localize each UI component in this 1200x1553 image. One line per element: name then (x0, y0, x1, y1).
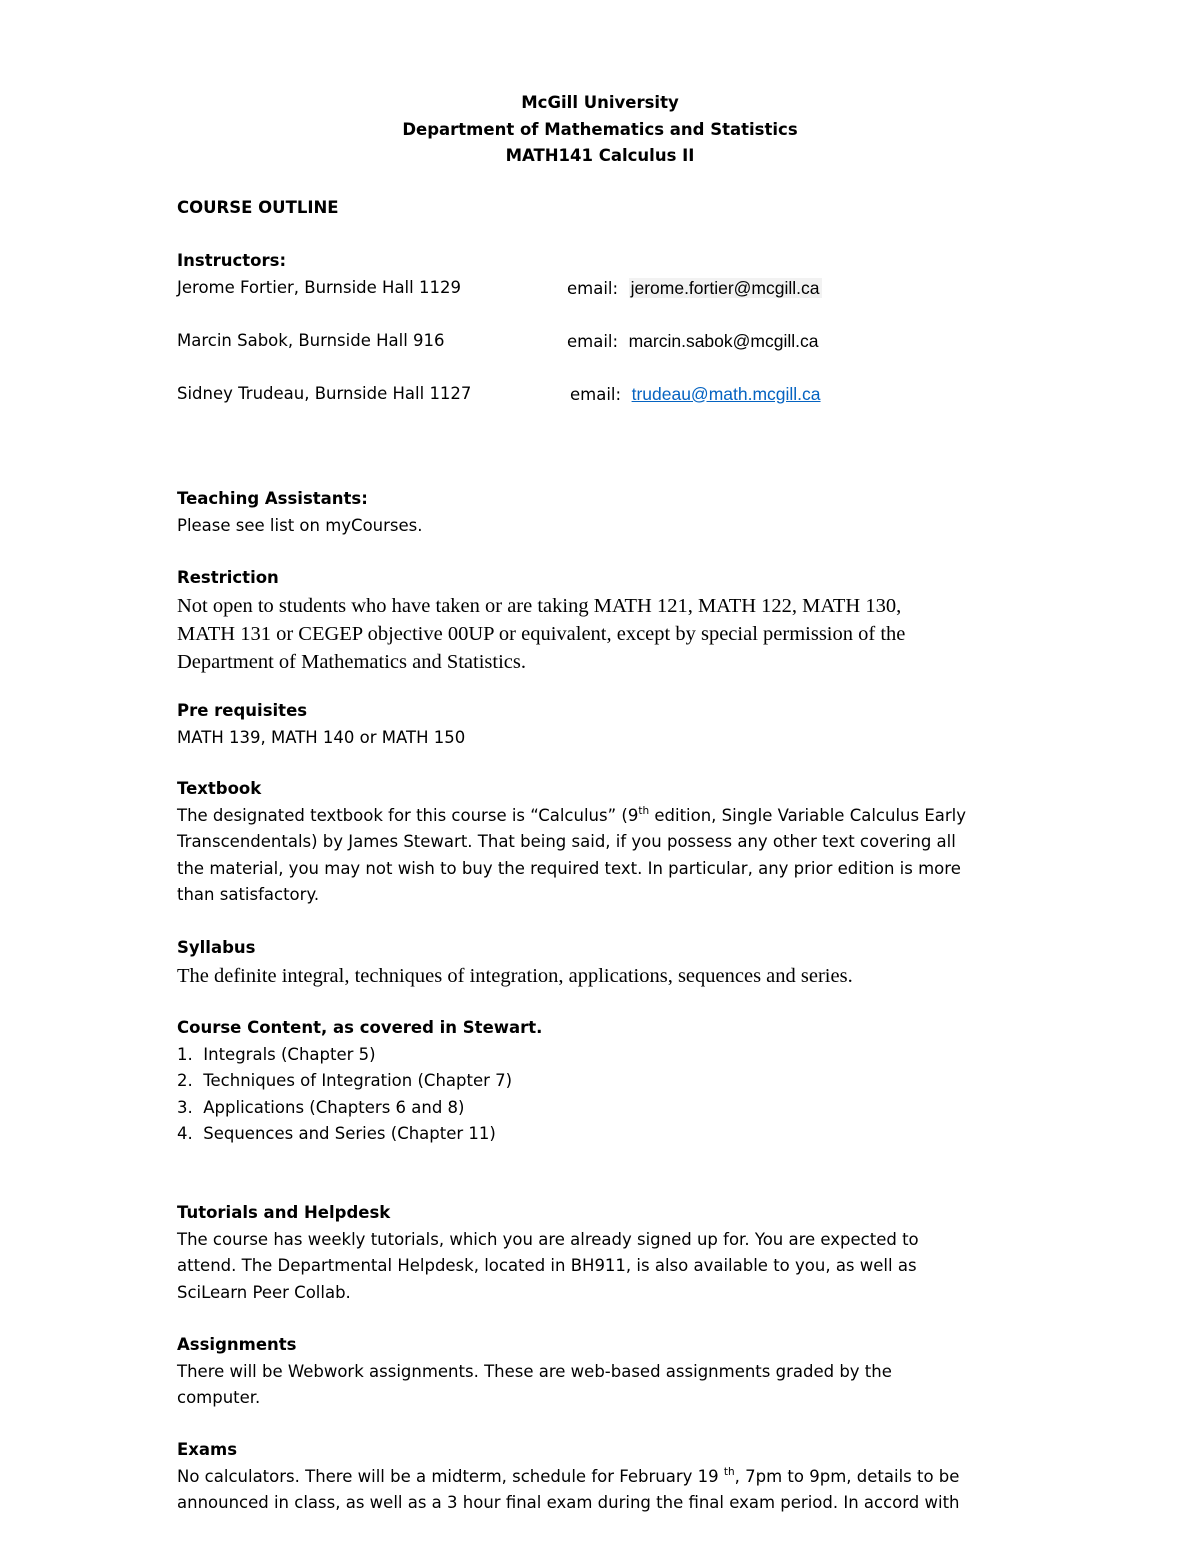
tutorials-heading: Tutorials and Helpdesk (177, 1203, 391, 1222)
textbook-line: the material, you may not wish to buy the required text. In particular, any prior edition is more (177, 858, 961, 878)
tutorials-line: attend. The Departmental Helpdesk, located in BH911, is also available to you, as well as (177, 1256, 917, 1275)
instructor-email (567, 328, 818, 356)
instructors-section (177, 248, 1037, 407)
ta-heading: Teaching Assistants: (177, 489, 368, 508)
tutorials-section (177, 1200, 1037, 1306)
syllabus-text: The definite integral, techniques of integration, applications, sequences and series. (177, 964, 853, 987)
email-label: email: (567, 278, 619, 298)
course-content-list (177, 1042, 1037, 1148)
list-number: 1. (177, 1044, 193, 1064)
ta-section (177, 486, 1037, 539)
textbook-line: Transcendentals) by James Stewart. That being said, if you possess any other text covering all (177, 832, 956, 851)
list-item (177, 1042, 1037, 1069)
email-address[interactable]: jerome.fortier@mcgill.ca (630, 277, 820, 298)
course-content-heading: Course Content, as covered in Stewart. (177, 1018, 543, 1037)
department-name: Department of Mathematics and Statistics (402, 119, 798, 139)
list-item (177, 1121, 1037, 1148)
assignments-section (177, 1332, 1037, 1412)
email-label: email: (570, 384, 622, 404)
instructor-email (570, 381, 821, 409)
superscript: th (723, 1465, 735, 1478)
syllabus-heading: Syllabus (177, 938, 256, 957)
syllabus-section (177, 935, 1037, 990)
tutorials-line: The course has weekly tutorials, which you are already signed up for. You are expected to (177, 1229, 919, 1249)
prerequisites-heading: Pre requisites (177, 701, 308, 720)
instructor-name: Sidney Trudeau, Burnside Hall 1127 (177, 383, 472, 403)
exams-text: No calculators. There will be a midterm, schedule for February 19 (177, 1466, 724, 1486)
instructor-email (567, 275, 822, 303)
document-header (0, 90, 1200, 170)
email-label: email: (567, 331, 619, 351)
list-text: Techniques of Integration (Chapter 7) (203, 1071, 513, 1090)
restriction-heading: Restriction (177, 568, 279, 587)
course-title: MATH141 Calculus II (505, 146, 695, 165)
textbook-text: edition, Single Variable Calculus Early (649, 805, 966, 825)
superscript: th (638, 804, 650, 817)
assignments-line: There will be Webwork assignments. These are web-based assignments graded by the (177, 1361, 892, 1381)
tutorials-line: SciLearn Peer Collab. (177, 1282, 351, 1302)
instructors-heading: Instructors: (177, 251, 287, 270)
exams-section (177, 1437, 1037, 1517)
assignments-line: computer. (177, 1388, 261, 1407)
list-number: 2. (177, 1071, 193, 1090)
exams-heading: Exams (177, 1440, 238, 1459)
textbook-line (177, 803, 1037, 830)
list-number: 3. (177, 1097, 193, 1117)
university-name: McGill University (521, 93, 679, 112)
exams-line (177, 1464, 1037, 1491)
restriction-section (177, 565, 1037, 676)
instructor-name: Jerome Fortier, Burnside Hall 1129 (177, 277, 461, 297)
textbook-text: The designated textbook for this course is “Calculus” (9 (177, 805, 639, 825)
assignments-heading: Assignments (177, 1335, 297, 1354)
instructor-name: Marcin Sabok, Burnside Hall 916 (177, 330, 445, 350)
course-content-section (177, 1015, 1037, 1148)
textbook-section (177, 776, 1037, 909)
textbook-line: than satisfactory. (177, 885, 320, 904)
exams-text: , 7pm to 9pm, details to be (734, 1466, 960, 1486)
list-text: Integrals (Chapter 5) (203, 1044, 376, 1064)
list-item (177, 1095, 1037, 1122)
instructor-row (177, 275, 1037, 302)
list-text: Applications (Chapters 6 and 8) (203, 1097, 465, 1117)
email-link[interactable]: trudeau@math.mcgill.ca (631, 383, 821, 404)
instructor-row (177, 328, 1037, 355)
list-item (177, 1068, 1037, 1095)
list-text: Sequences and Series (Chapter 11) (203, 1124, 496, 1143)
outline-title: COURSE OUTLINE (177, 198, 339, 217)
ta-text: Please see list on myCourses. (177, 515, 423, 535)
restriction-line: Department of Mathematics and Statistics. (177, 650, 526, 673)
email-address[interactable]: marcin.sabok@mcgill.ca (628, 330, 819, 351)
prerequisites-text: MATH 139, MATH 140 or MATH 150 (177, 727, 466, 747)
prerequisites-section (177, 698, 1037, 751)
list-number: 4. (177, 1124, 193, 1143)
restriction-line: Not open to students who have taken or are taking MATH 121, MATH 122, MATH 130, (177, 594, 902, 617)
textbook-heading: Textbook (177, 779, 262, 798)
exams-line: announced in class, as well as a 3 hour final exam during the final exam period. In accord with (177, 1493, 960, 1512)
restriction-line: MATH 131 or CEGEP objective 00UP or equivalent, except by special permission of the (177, 622, 906, 645)
instructor-row (177, 381, 1037, 408)
